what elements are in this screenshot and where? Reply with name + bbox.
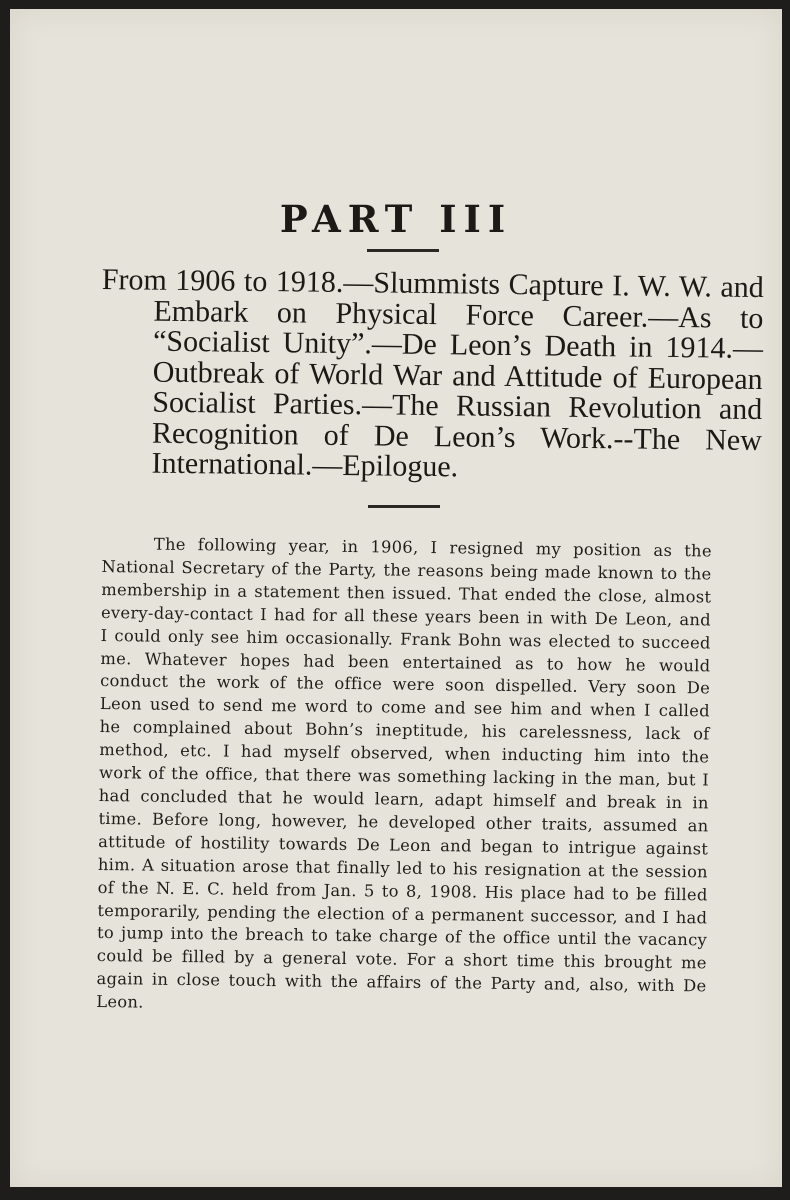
chapter-heading: From 1906 to 1918.—Slummists Capture I. W. W. and Embark on Physical Force Career.—As to “Socialist Unity”.—De Leon’s Death in 1914.—Outbreak of World War and Attitude of European Socialist Parties.—The Russian Revolution and Recognition of De Leon’s Work.--The New International.—Epilogue. <box>101 263 764 484</box>
title-divider <box>367 249 439 252</box>
part-title: PART III <box>279 197 513 241</box>
book-page <box>10 9 782 1187</box>
heading-divider <box>368 505 440 508</box>
body-paragraph: The following year, in 1906, I resigned my position as the National Secretary of the Party, the reasons being made known to the membership in a statement then issued. That ended the close, almost every-day-contact I had for all these years been in with De Leon, and I could only see him occasionally. Frank Bohn was elected to succeed me. Whatever hopes had been entertained as to how he would conduct the work of the office were soon dispelled. Very soon De Leon used to send me word to come and see him and when I called he complained about Bohn’s ineptitude, his carelessness, lack of method, etc. I had myself observed, when inducting him into the work of the office, that there was something lacking in the man, but I had concluded that he would learn, adapt himself and break in in time. Before long, however, he developed other traits, assumed an attitude of hostility towards De Leon and began to intrigue against him. A situation arose that finally led to his resignation at the session of the N. E. C. held from Jan. 5 to 8, 1908. His place had to be filled temporarily, pending the election of a permanent successor, and I had to jump into the breach to take charge of the office until the vacancy could be filled by a general vote. For a short time this brought me again in close touch with the affairs of the Party and, also, with De Leon. <box>96 534 712 1012</box>
